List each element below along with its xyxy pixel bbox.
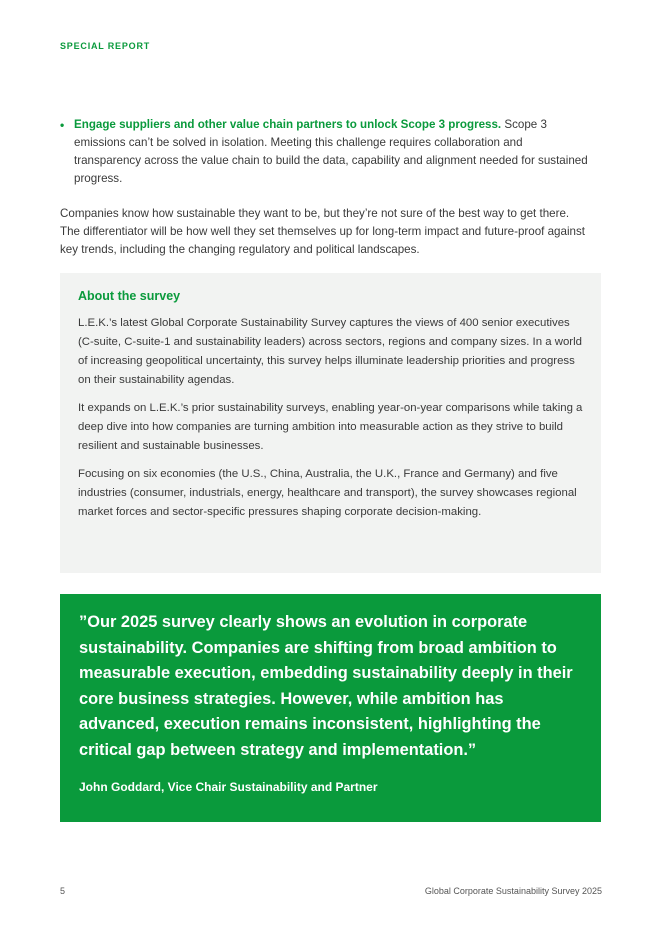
bullet-marker: • <box>60 118 65 132</box>
survey-paragraph: It expands on L.E.K.’s prior sustainability surveys, enabling year-on-year comparisons while taking a deep dive into how companies are turning ambition into measurable action as they strive to build resilient and sustainable businesses. <box>78 402 583 452</box>
bullet-item <box>60 116 590 188</box>
survey-paragraph: Focusing on six economies (the U.S., China, Australia, the U.K., France and Germany) and five industries (consumer, industrials, energy, healthcare and transport), the survey showcases regional market forces and sector-specific pressures shaping corporate decision-making. <box>78 468 577 518</box>
pull-quote-text: ”Our 2025 survey clearly shows an evolution in corporate sustainability. Companies are shifting from broad ambition to measurable execution, embedding sustainability deeply in their core business strategies. However, while ambition has advanced, execution remains inconsistent, highlighting the critical gap between strategy and implementation.” <box>79 613 573 759</box>
bullet-list <box>60 116 590 188</box>
pull-quote-box <box>60 594 601 822</box>
bullet-text <box>74 116 590 188</box>
section-label: SPECIAL REPORT <box>60 41 151 51</box>
page-number: 5 <box>60 886 66 896</box>
about-survey-box <box>60 273 601 573</box>
survey-paragraph: L.E.K.’s latest Global Corporate Sustainability Survey captures the views of 400 senior executives (C-suite, C-suite-1 and sustainability leaders) across sectors, regions and company sizes. In a world of increasing geopolitical uncertainty, this survey helps illuminate leadership priorities and progress on their sustainability agendas. <box>78 317 582 386</box>
footer-document-title: Global Corporate Sustainability Survey 2025 <box>424 886 602 896</box>
intro-paragraph: Companies know how sustainable they want to be, but they’re not sure of the best way to get there. The differentiator will be how well they set themselves up for long-term impact and future-proof against key trends, including the changing regulatory and political landscapes. <box>60 207 585 256</box>
bullet-lead: Engage suppliers and other value chain partners to unlock Scope 3 progress. <box>74 118 502 131</box>
bullet-body: Scope 3 emissions can’t be solved in isolation. Meeting this challenge requires collaboration and transparency across the value chain to build the data, capability and alignment needed for sustained progress. <box>74 118 588 185</box>
pull-quote-attribution: John Goddard, Vice Chair Sustainability and Partner <box>79 780 378 794</box>
about-survey-title: About the survey <box>78 289 181 303</box>
